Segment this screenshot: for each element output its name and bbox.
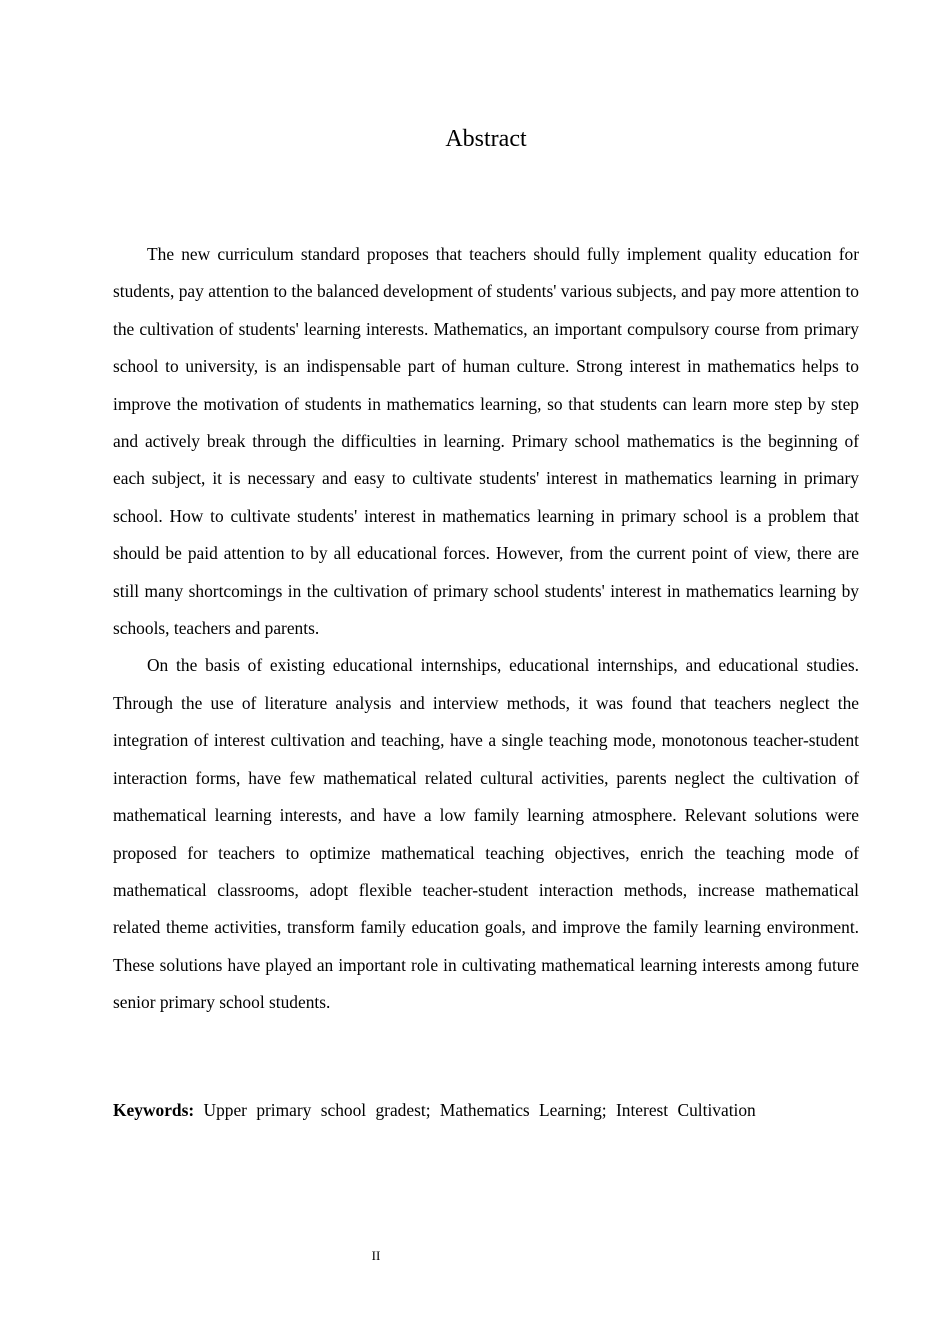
keywords-line	[113, 1093, 859, 1127]
abstract-paragraph-1: The new curriculum standard proposes that teachers should fully implement quality education for students, pay attention to the balanced development of students' various subjects, and pay more attention to the cultivation of students' learning interests. Mathematics, an important compulsory course from primary school to university, is an indispensable part of human culture. Strong interest in mathematics helps to improve the motivation of students in mathematics learning, so that students can learn more step by step and actively break through the difficulties in learning. Primary school mathematics is the beginning of each subject, it is necessary and easy to cultivate students' interest in mathematics learning in primary school. How to cultivate students' interest in mathematics learning in primary school is a problem that should be paid attention to by all educational forces. However, from the current point of view, there are still many shortcomings in the cultivation of primary school students' interest in mathematics learning by schools, teachers and parents.	[113, 244, 859, 639]
keywords-text: Upper primary school gradest; Mathematics Learning; Interest Cultivation	[203, 1100, 756, 1120]
keywords-label: Keywords:	[113, 1100, 195, 1120]
abstract-paragraph-2: On the basis of existing educational internships, educational internships, and educational studies. Through the use of literature analysis and interview methods, it was found that teachers neglect the integration of interest cultivation and teaching, have a single teaching mode, monotonous teacher-student interaction forms, have few mathematical related cultural activities, parents neglect the cultivation of mathematical learning interests, and have a low family learning atmosphere. Relevant solutions were proposed for teachers to optimize mathematical teaching objectives, enrich the teaching mode of mathematical classrooms, adopt flexible teacher-student interaction methods, increase mathematical related theme activities, transform family education goals, and improve the family learning environment. These solutions have played an important role in cultivating mathematical learning interests among future senior primary school students.	[113, 655, 859, 1013]
abstract-body	[113, 236, 859, 1022]
page-number: II	[371, 1248, 381, 1263]
page-title: Abstract	[445, 126, 527, 152]
